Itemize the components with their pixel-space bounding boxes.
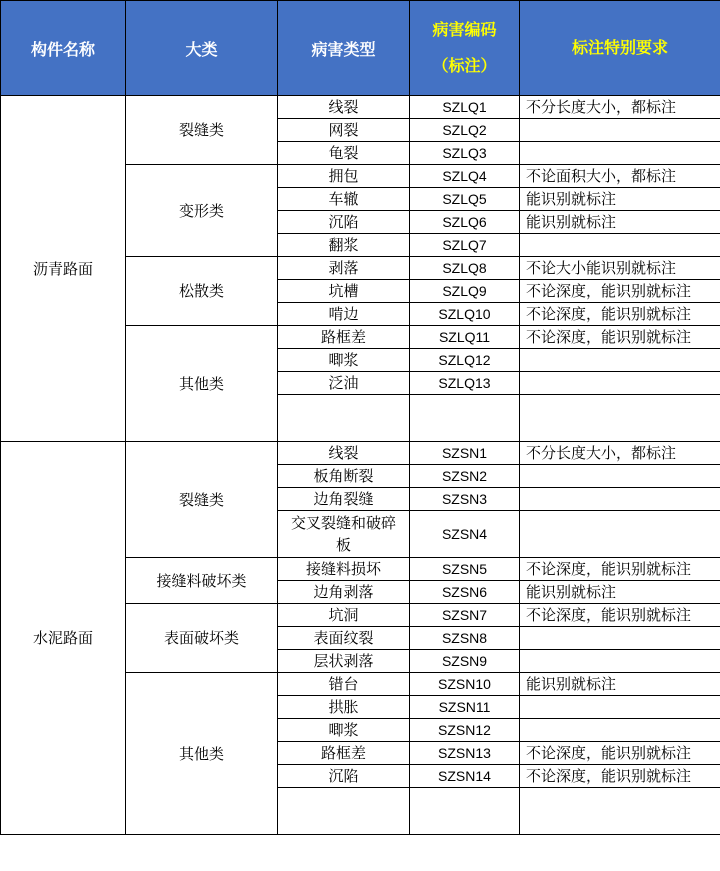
disease-code-cell: SZSN7 xyxy=(410,604,520,627)
disease-code-cell: SZSN9 xyxy=(410,650,520,673)
disease-code-cell: SZLQ12 xyxy=(410,349,520,372)
special-requirement-cell xyxy=(520,395,720,442)
special-requirement-cell: 能识别就标注 xyxy=(520,581,720,604)
header-component-name: 构件名称 xyxy=(1,1,126,96)
special-requirement-cell xyxy=(520,234,720,257)
disease-type-cell: 剥落 xyxy=(278,257,410,280)
header-row xyxy=(1,1,720,96)
special-requirement-cell xyxy=(520,465,720,488)
disease-type-cell xyxy=(278,395,410,442)
special-requirement-cell xyxy=(520,119,720,142)
major-category-cell: 裂缝类 xyxy=(126,96,278,165)
disease-type-cell: 表面纹裂 xyxy=(278,627,410,650)
special-requirement-cell: 不论深度，能识别就标注 xyxy=(520,303,720,326)
disease-type-cell: 网裂 xyxy=(278,119,410,142)
disease-code-cell: SZLQ3 xyxy=(410,142,520,165)
disease-type-cell: 路框差 xyxy=(278,742,410,765)
disease-code-cell: SZSN13 xyxy=(410,742,520,765)
disease-code-cell: SZSN12 xyxy=(410,719,520,742)
disease-type-cell: 坑槽 xyxy=(278,280,410,303)
table-body xyxy=(1,96,720,835)
disease-code-cell: SZLQ1 xyxy=(410,96,520,119)
header-special-requirements: 标注特别要求 xyxy=(520,1,720,96)
disease-code-cell: SZLQ8 xyxy=(410,257,520,280)
major-category-cell: 松散类 xyxy=(126,257,278,326)
disease-type-cell: 线裂 xyxy=(278,96,410,119)
disease-code-cell: SZLQ6 xyxy=(410,211,520,234)
special-requirement-cell xyxy=(520,788,720,835)
major-category-cell: 其他类 xyxy=(126,326,278,442)
disease-code-cell: SZSN11 xyxy=(410,696,520,719)
disease-code-cell: SZLQ5 xyxy=(410,188,520,211)
disease-type-cell: 拱胀 xyxy=(278,696,410,719)
special-requirement-cell: 不论深度，能识别就标注 xyxy=(520,765,720,788)
special-requirement-cell: 不论深度，能识别就标注 xyxy=(520,326,720,349)
header-disease-code-line1: 病害编码 xyxy=(432,20,497,39)
major-category-cell: 变形类 xyxy=(126,165,278,257)
disease-type-cell: 车辙 xyxy=(278,188,410,211)
disease-code-cell: SZLQ11 xyxy=(410,326,520,349)
special-requirement-cell xyxy=(520,349,720,372)
special-requirement-cell: 不分长度大小，都标注 xyxy=(520,442,720,465)
header-disease-code-line2: （标注） xyxy=(432,56,497,75)
disease-code-cell: SZLQ4 xyxy=(410,165,520,188)
component-name-cell: 沥青路面 xyxy=(1,96,126,442)
major-category-cell: 其他类 xyxy=(126,673,278,835)
special-requirement-cell xyxy=(520,372,720,395)
special-requirement-cell: 不分长度大小，都标注 xyxy=(520,96,720,119)
disease-code-cell: SZSN10 xyxy=(410,673,520,696)
special-requirement-cell: 能识别就标注 xyxy=(520,211,720,234)
component-name-cell: 水泥路面 xyxy=(1,442,126,835)
disease-code-cell: SZSN5 xyxy=(410,558,520,581)
disease-code-cell: SZSN4 xyxy=(410,511,520,558)
disease-type-cell: 唧浆 xyxy=(278,349,410,372)
disease-code-cell xyxy=(410,788,520,835)
disease-code-cell: SZLQ7 xyxy=(410,234,520,257)
special-requirement-cell: 能识别就标注 xyxy=(520,188,720,211)
special-requirement-cell xyxy=(520,696,720,719)
special-requirement-cell: 不论大小能识别就标注 xyxy=(520,257,720,280)
disease-code-cell: SZSN6 xyxy=(410,581,520,604)
special-requirement-cell xyxy=(520,142,720,165)
disease-code-cell: SZLQ2 xyxy=(410,119,520,142)
table-row xyxy=(1,96,720,119)
disease-code-cell: SZSN14 xyxy=(410,765,520,788)
disease-type-cell: 边角裂缝 xyxy=(278,488,410,511)
disease-code-cell: SZLQ9 xyxy=(410,280,520,303)
disease-type-cell: 啃边 xyxy=(278,303,410,326)
disease-type-cell: 线裂 xyxy=(278,442,410,465)
special-requirement-cell xyxy=(520,719,720,742)
disease-code-cell: SZLQ10 xyxy=(410,303,520,326)
disease-type-cell: 沉陷 xyxy=(278,211,410,234)
special-requirement-cell xyxy=(520,511,720,558)
special-requirement-cell: 不论深度，能识别就标注 xyxy=(520,280,720,303)
major-category-cell: 表面破坏类 xyxy=(126,604,278,673)
disease-type-cell: 错台 xyxy=(278,673,410,696)
special-requirement-cell xyxy=(520,627,720,650)
disease-code-cell: SZSN1 xyxy=(410,442,520,465)
header-disease-type: 病害类型 xyxy=(278,1,410,96)
disease-type-cell: 坑洞 xyxy=(278,604,410,627)
header-major-category: 大类 xyxy=(126,1,278,96)
disease-code-cell: SZLQ13 xyxy=(410,372,520,395)
table-row xyxy=(1,442,720,465)
special-requirement-cell xyxy=(520,488,720,511)
disease-type-cell: 边角剥落 xyxy=(278,581,410,604)
disease-type-cell: 泛油 xyxy=(278,372,410,395)
disease-type-cell: 沉陷 xyxy=(278,765,410,788)
disease-type-cell: 板角断裂 xyxy=(278,465,410,488)
disease-code-cell: SZSN3 xyxy=(410,488,520,511)
special-requirement-cell: 不论深度，能识别就标注 xyxy=(520,558,720,581)
major-category-cell: 裂缝类 xyxy=(126,442,278,558)
disease-code-cell: SZSN8 xyxy=(410,627,520,650)
header-disease-code xyxy=(410,1,520,96)
disease-type-cell xyxy=(278,788,410,835)
special-requirement-cell: 不论面积大小，都标注 xyxy=(520,165,720,188)
disease-type-cell: 路框差 xyxy=(278,326,410,349)
special-requirement-cell: 不论深度，能识别就标注 xyxy=(520,604,720,627)
special-requirement-cell: 能识别就标注 xyxy=(520,673,720,696)
disease-type-cell: 拥包 xyxy=(278,165,410,188)
disease-type-cell: 交叉裂缝和破碎板 xyxy=(278,511,410,558)
major-category-cell: 接缝料破坏类 xyxy=(126,558,278,604)
special-requirement-cell xyxy=(520,650,720,673)
disease-code-cell xyxy=(410,395,520,442)
disease-type-cell: 接缝料损坏 xyxy=(278,558,410,581)
disease-type-cell: 唧浆 xyxy=(278,719,410,742)
disease-type-cell: 翻浆 xyxy=(278,234,410,257)
disease-type-cell: 龟裂 xyxy=(278,142,410,165)
disease-code-cell: SZSN2 xyxy=(410,465,520,488)
special-requirement-cell: 不论深度，能识别就标注 xyxy=(520,742,720,765)
disease-type-cell: 层状剥落 xyxy=(278,650,410,673)
